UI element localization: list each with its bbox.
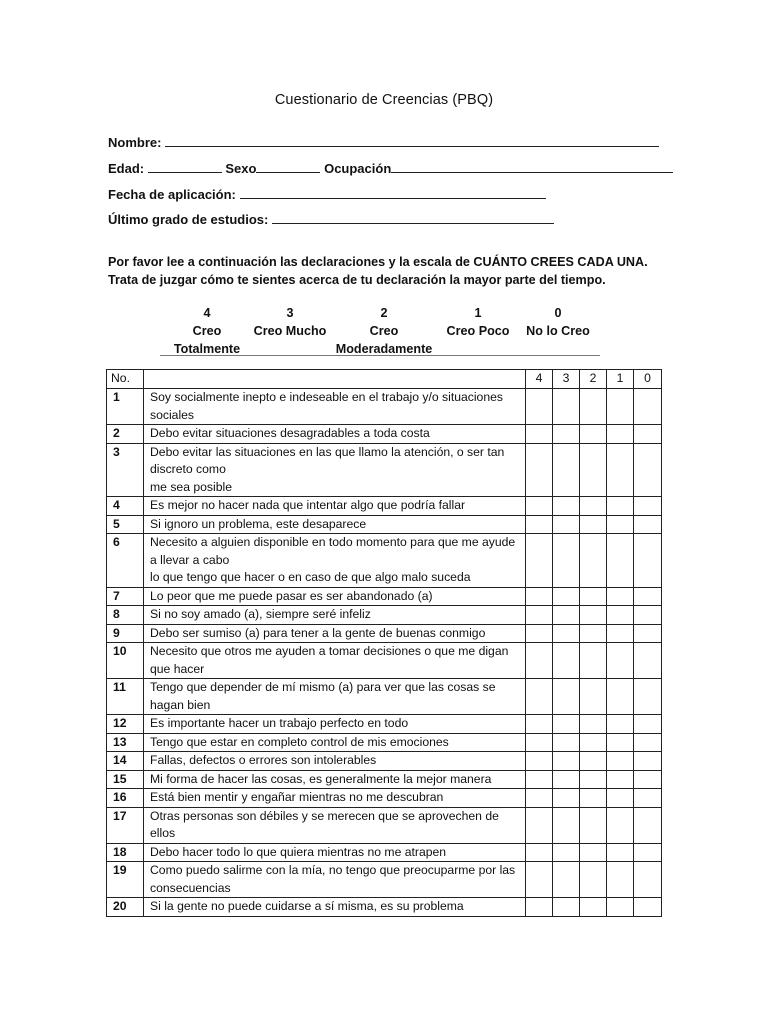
rating-cell-4[interactable]	[526, 624, 553, 643]
statement-text: Otras personas son débiles y se merecen que se aprovechen de ellos	[144, 807, 526, 843]
rating-cell-4[interactable]	[526, 425, 553, 444]
rating-cell-3[interactable]	[553, 733, 580, 752]
statement-text: Si ignoro un problema, este desaparece	[144, 515, 526, 534]
ocupacion-blank[interactable]	[391, 160, 673, 173]
scale-value: 2	[380, 306, 388, 320]
rating-cell-0[interactable]	[634, 807, 662, 843]
rating-cell-1[interactable]	[607, 624, 634, 643]
row-number: 16	[107, 789, 144, 808]
row-number: 7	[107, 587, 144, 606]
rating-cell-4[interactable]	[526, 752, 553, 771]
rating-cell-0[interactable]	[634, 679, 662, 715]
table-row	[107, 587, 662, 606]
rating-cell-2[interactable]	[580, 443, 607, 497]
rating-cell-0[interactable]	[634, 443, 662, 497]
rating-cell-0[interactable]	[634, 898, 662, 917]
table-row	[107, 534, 662, 588]
table-body	[107, 389, 662, 917]
rating-cell-0[interactable]	[634, 425, 662, 444]
rating-cell-1[interactable]	[607, 789, 634, 808]
rating-cell-0[interactable]	[634, 534, 662, 588]
rating-cell-0[interactable]	[634, 643, 662, 679]
row-number: 3	[107, 443, 144, 497]
scale-label: Creo Mucho	[253, 324, 327, 338]
statement-text: Tengo que estar en completo control de mis emociones	[144, 733, 526, 752]
rating-cell-4[interactable]	[526, 789, 553, 808]
header-rating-0: 0	[634, 370, 662, 389]
statement-text: Fallas, defectos o errores son intolerables	[144, 752, 526, 771]
instructions-line-2: Trata de juzgar cómo te sientes acerca de tu declaración la mayor parte del tiempo.	[108, 273, 606, 287]
statement-text: Si la gente no puede cuidarse a sí misma, es su problema	[144, 898, 526, 917]
rating-cell-4[interactable]	[526, 587, 553, 606]
rating-cell-2[interactable]	[580, 606, 607, 625]
table-row	[107, 752, 662, 771]
rating-cell-3[interactable]	[553, 715, 580, 734]
table-row	[107, 606, 662, 625]
rating-cell-3[interactable]	[553, 807, 580, 843]
rating-cell-4[interactable]	[526, 862, 553, 898]
rating-cell-2[interactable]	[580, 515, 607, 534]
table-row	[107, 862, 662, 898]
rating-cell-4[interactable]	[526, 643, 553, 679]
rating-cell-0[interactable]	[634, 515, 662, 534]
row-number: 5	[107, 515, 144, 534]
edad-label: Edad:	[108, 161, 145, 176]
statement-text: Mi forma de hacer las cosas, es generalmente la mejor manera	[144, 770, 526, 789]
estudios-row	[108, 211, 554, 227]
instructions-line-1: Por favor lee a continuación las declaraciones y la escala de CUÁNTO CREES CADA UNA.	[108, 255, 648, 269]
rating-cell-1[interactable]	[607, 425, 634, 444]
row-number: 8	[107, 606, 144, 625]
table-row	[107, 425, 662, 444]
row-number: 14	[107, 752, 144, 771]
rating-cell-1[interactable]	[607, 679, 634, 715]
rating-cell-3[interactable]	[553, 843, 580, 862]
rating-cell-2[interactable]	[580, 770, 607, 789]
row-number: 2	[107, 425, 144, 444]
table-row	[107, 515, 662, 534]
sexo-label: Sexo	[225, 161, 257, 176]
rating-cell-2[interactable]	[580, 862, 607, 898]
rating-cell-4[interactable]	[526, 715, 553, 734]
rating-cell-4[interactable]	[526, 807, 553, 843]
row-number: 10	[107, 643, 144, 679]
table-row	[107, 624, 662, 643]
table-row	[107, 733, 662, 752]
rating-cell-4[interactable]	[526, 515, 553, 534]
rating-cell-4[interactable]	[526, 443, 553, 497]
scale-underline	[160, 355, 600, 356]
row-number: 17	[107, 807, 144, 843]
rating-cell-1[interactable]	[607, 497, 634, 516]
rating-cell-1[interactable]	[607, 733, 634, 752]
page-title: Cuestionario de Creencias (PBQ)	[274, 92, 494, 108]
rating-cell-1[interactable]	[607, 898, 634, 917]
rating-cell-1[interactable]	[607, 389, 634, 425]
rating-cell-2[interactable]	[580, 733, 607, 752]
scale-label: Creo	[192, 324, 222, 338]
scale-label-2: Totalmente	[173, 342, 241, 356]
header-no: No.	[107, 370, 144, 389]
statement-text: Tengo que depender de mí mismo (a) para ver que las cosas se hagan bien	[144, 679, 526, 715]
header-rating-4: 4	[526, 370, 553, 389]
scale-value: 3	[286, 306, 294, 320]
rating-cell-1[interactable]	[607, 643, 634, 679]
rating-cell-3[interactable]	[553, 789, 580, 808]
sexo-blank[interactable]	[256, 160, 320, 173]
rating-cell-2[interactable]	[580, 789, 607, 808]
rating-cell-2[interactable]	[580, 389, 607, 425]
row-number: 15	[107, 770, 144, 789]
rating-cell-2[interactable]	[580, 587, 607, 606]
rating-cell-2[interactable]	[580, 752, 607, 771]
statement-text: Está bien mentir y engañar mientras no me descubran	[144, 789, 526, 808]
statement-text: Como puedo salirme con la mía, no tengo que preocuparme por las consecuencias	[144, 862, 526, 898]
rating-cell-2[interactable]	[580, 624, 607, 643]
rating-cell-3[interactable]	[553, 587, 580, 606]
rating-cell-3[interactable]	[553, 898, 580, 917]
rating-cell-1[interactable]	[607, 843, 634, 862]
rating-cell-0[interactable]	[634, 789, 662, 808]
rating-cell-0[interactable]	[634, 715, 662, 734]
nombre-label: Nombre:	[108, 135, 162, 150]
row-number: 12	[107, 715, 144, 734]
rating-cell-0[interactable]	[634, 733, 662, 752]
rating-cell-3[interactable]	[553, 770, 580, 789]
header-statement	[144, 370, 526, 389]
rating-cell-4[interactable]	[526, 733, 553, 752]
rating-cell-2[interactable]	[580, 843, 607, 862]
rating-cell-3[interactable]	[553, 752, 580, 771]
rating-cell-3[interactable]	[553, 425, 580, 444]
rating-cell-2[interactable]	[580, 898, 607, 917]
rating-scale	[160, 304, 600, 360]
table-row	[107, 770, 662, 789]
rating-cell-1[interactable]	[607, 515, 634, 534]
rating-cell-0[interactable]	[634, 770, 662, 789]
statement-text: Debo ser sumiso (a) para tener a la gente de buenas conmigo	[144, 624, 526, 643]
rating-cell-1[interactable]	[607, 443, 634, 497]
rating-cell-3[interactable]	[553, 862, 580, 898]
statement-text: Soy socialmente inepto e indeseable en el trabajo y/o situaciones sociales	[144, 389, 526, 425]
scale-label-2: Moderadamente	[335, 342, 433, 356]
table-row	[107, 789, 662, 808]
fecha-blank[interactable]	[240, 186, 546, 199]
ocupacion-label: Ocupación	[324, 161, 392, 176]
row-number: 11	[107, 679, 144, 715]
rating-cell-1[interactable]	[607, 587, 634, 606]
fecha-row	[108, 186, 546, 202]
scale-item-0	[518, 304, 598, 340]
rating-cell-2[interactable]	[580, 715, 607, 734]
rating-cell-1[interactable]	[607, 752, 634, 771]
rating-cell-4[interactable]	[526, 497, 553, 516]
table-row	[107, 643, 662, 679]
statement-text: Es importante hacer un trabajo perfecto en todo	[144, 715, 526, 734]
rating-cell-3[interactable]	[553, 534, 580, 588]
statement-text: Si no soy amado (a), siempre seré infeliz	[144, 606, 526, 625]
row-number: 19	[107, 862, 144, 898]
rating-cell-4[interactable]	[526, 679, 553, 715]
fecha-label: Fecha de aplicación:	[108, 187, 236, 202]
statement-text: Lo peor que me puede pasar es ser abandonado (a)	[144, 587, 526, 606]
row-number: 18	[107, 843, 144, 862]
rating-cell-3[interactable]	[553, 679, 580, 715]
rating-cell-1[interactable]	[607, 770, 634, 789]
rating-cell-3[interactable]	[553, 643, 580, 679]
rating-cell-0[interactable]	[634, 389, 662, 425]
statement-text: Es mejor no hacer nada que intentar algo que podría fallar	[144, 497, 526, 516]
header-rating-2: 2	[580, 370, 607, 389]
statement-text: Necesito a alguien disponible en todo momento para que me ayude a llevar a cabo lo que tengo que hacer o en caso de que algo malo suceda	[144, 534, 526, 588]
table-row	[107, 807, 662, 843]
statement-text: Debo hacer todo lo que quiera mientras no me atrapen	[144, 843, 526, 862]
rating-cell-3[interactable]	[553, 389, 580, 425]
rating-cell-4[interactable]	[526, 898, 553, 917]
table-row	[107, 715, 662, 734]
rating-cell-2[interactable]	[580, 807, 607, 843]
rating-cell-3[interactable]	[553, 624, 580, 643]
scale-item-2	[332, 304, 436, 358]
rating-cell-0[interactable]	[634, 862, 662, 898]
edad-blank[interactable]	[148, 160, 222, 173]
nombre-blank[interactable]	[165, 134, 659, 147]
rating-cell-2[interactable]	[580, 643, 607, 679]
statement-text: Debo evitar las situaciones en las que llamo la atención, o ser tan discreto como me sea posible	[144, 443, 526, 497]
rating-cell-1[interactable]	[607, 807, 634, 843]
rating-cell-4[interactable]	[526, 389, 553, 425]
rating-cell-1[interactable]	[607, 534, 634, 588]
rating-cell-4[interactable]	[526, 770, 553, 789]
rating-cell-3[interactable]	[553, 515, 580, 534]
rating-cell-2[interactable]	[580, 425, 607, 444]
rating-cell-1[interactable]	[607, 715, 634, 734]
rating-cell-1[interactable]	[607, 606, 634, 625]
estudios-label: Último grado de estudios:	[108, 212, 269, 227]
row-number: 9	[107, 624, 144, 643]
scale-value: 1	[474, 306, 482, 320]
rating-cell-0[interactable]	[634, 606, 662, 625]
scale-value: 0	[554, 306, 562, 320]
table-header-row	[107, 370, 662, 389]
rating-cell-2[interactable]	[580, 534, 607, 588]
rating-cell-3[interactable]	[553, 497, 580, 516]
rating-cell-2[interactable]	[580, 497, 607, 516]
scale-item-1	[438, 304, 518, 340]
edad-row	[108, 160, 673, 176]
row-number: 13	[107, 733, 144, 752]
scale-label: No lo Creo	[526, 324, 590, 338]
rating-cell-4[interactable]	[526, 843, 553, 862]
rating-cell-0[interactable]	[634, 497, 662, 516]
header-rating-1: 1	[607, 370, 634, 389]
header-rating-3: 3	[553, 370, 580, 389]
rating-cell-4[interactable]	[526, 606, 553, 625]
table-row	[107, 843, 662, 862]
nombre-row	[108, 134, 659, 150]
table-row	[107, 389, 662, 425]
rating-cell-0[interactable]	[634, 587, 662, 606]
rating-cell-0[interactable]	[634, 752, 662, 771]
scale-value: 4	[203, 306, 211, 320]
rating-cell-0[interactable]	[634, 624, 662, 643]
scale-item-4	[160, 304, 254, 358]
estudios-blank[interactable]	[272, 211, 554, 224]
rating-cell-4[interactable]	[526, 534, 553, 588]
scale-item-3	[248, 304, 332, 340]
rating-cell-0[interactable]	[634, 843, 662, 862]
scale-label: Creo Poco	[446, 324, 510, 338]
rating-cell-3[interactable]	[553, 443, 580, 497]
row-number: 6	[107, 534, 144, 588]
row-number: 4	[107, 497, 144, 516]
row-number: 20	[107, 898, 144, 917]
table-row	[107, 497, 662, 516]
rating-cell-1[interactable]	[607, 862, 634, 898]
rating-cell-3[interactable]	[553, 606, 580, 625]
table-row	[107, 679, 662, 715]
row-number: 1	[107, 389, 144, 425]
table-row	[107, 443, 662, 497]
scale-label: Creo	[369, 324, 399, 338]
statement-text: Debo evitar situaciones desagradables a toda costa	[144, 425, 526, 444]
questionnaire-table	[106, 369, 662, 917]
statement-text: Necesito que otros me ayuden a tomar decisiones o que me digan que hacer	[144, 643, 526, 679]
rating-cell-2[interactable]	[580, 679, 607, 715]
table-row	[107, 898, 662, 917]
